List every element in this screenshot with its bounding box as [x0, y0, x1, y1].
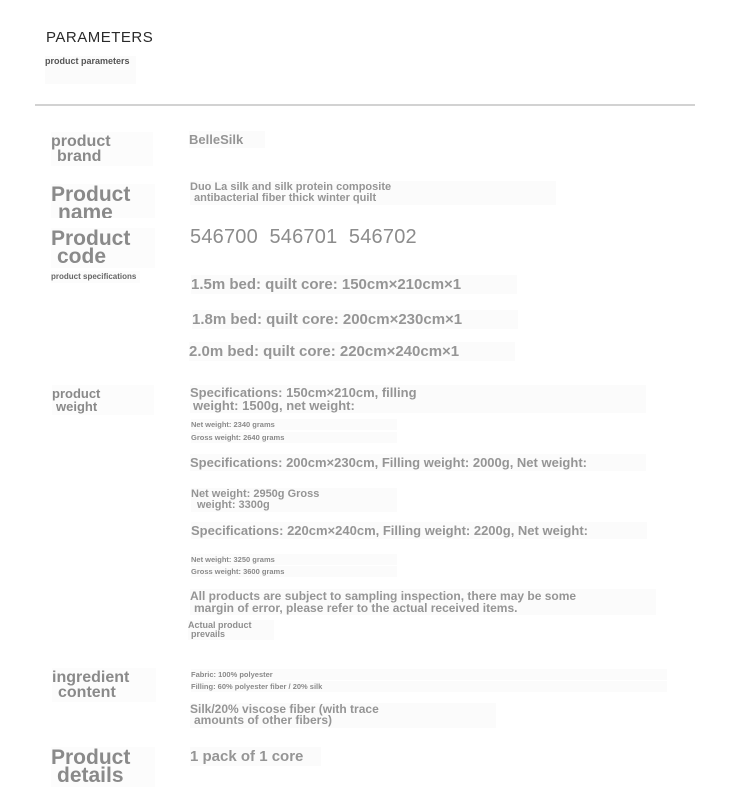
weight-prevails	[188, 620, 274, 640]
brand-value: BelleSilk	[189, 131, 265, 148]
name-label	[51, 184, 155, 218]
brand-label-line-2: brand	[57, 148, 102, 166]
brand-label	[51, 132, 153, 166]
code-label	[51, 228, 155, 268]
ingredient-label-line-2: content	[58, 684, 116, 702]
spec-item-1: 1.5m bed: quilt core: 150cm×210cm×1	[191, 275, 517, 294]
page-title: PARAMETERS	[46, 29, 154, 46]
name-value-line-2: antibacterial fiber thick winter quilt	[194, 192, 377, 204]
weight-note-line-2: margin of error, please refer to the actual received items.	[194, 601, 518, 615]
spec-item-2: 1.8m bed: quilt core: 200cm×230cm×1	[192, 310, 518, 329]
page-subtitle: product parameters	[45, 56, 136, 84]
weight-spec-1-line-2: weight: 1500g, net weight:	[193, 398, 355, 413]
details-label-line-2: details	[57, 763, 124, 787]
header-divider	[35, 104, 695, 106]
weight-spec-1-line-1: Specifications: 150cm×210cm, filling	[190, 385, 417, 400]
ingredient-label-line-1: ingredient	[52, 669, 130, 686]
weight-spec-3-net: Net weight: 3250 grams	[191, 554, 397, 565]
ingredient-filling: Filling: 60% polyester fiber / 20% silk	[191, 681, 667, 692]
weight-spec-2-net-line-1: Net weight: 2950g Gross	[191, 488, 320, 500]
ingredient-silk-line-2: amounts of other fibers)	[194, 713, 333, 728]
code-label-line-1: Product	[51, 227, 131, 250]
code-label-line-2: code	[57, 244, 107, 268]
weight-spec-2: Specifications: 200cm×230cm, Filling weight: 2000g, Net weight:	[190, 454, 646, 471]
details-label	[51, 747, 155, 787]
weight-note-line-1: All products are subject to sampling inspection, there may be some	[190, 589, 577, 603]
specs-label: product specifications	[51, 271, 140, 283]
spec-item-3: 2.0m bed: quilt core: 220cm×240cm×1	[189, 342, 515, 361]
weight-spec-3: Specifications: 220cm×240cm, Filling weight: 2200g, Net weight:	[191, 522, 647, 539]
weight-prevails-line-1: Actual product	[188, 620, 252, 630]
weight-label-line-2: weight	[56, 399, 98, 414]
weight-label-line-1: product	[52, 386, 101, 401]
name-label-line-2: name	[58, 200, 113, 218]
details-value: 1 pack of 1 core	[190, 747, 321, 766]
name-label-line-1: Product	[51, 184, 131, 206]
weight-spec-3-gross: Gross weight: 3600 grams	[191, 566, 397, 577]
details-label-line-1: Product	[51, 746, 131, 769]
ingredient-fabric: Fabric: 100% polyester	[191, 669, 667, 680]
brand-label-line-1: product	[51, 133, 111, 150]
weight-spec-1	[190, 385, 646, 413]
ingredient-silk	[190, 703, 496, 728]
ingredient-silk-line-1: Silk/20% viscose fiber (with trace	[190, 702, 379, 716]
weight-prevails-line-2: prevails	[191, 629, 226, 639]
weight-note	[190, 589, 656, 615]
weight-spec-2-net-line-2: weight: 3300g	[197, 499, 270, 511]
name-value-line-1: Duo La silk and silk protein composite	[190, 181, 392, 193]
weight-spec-1-gross: Gross weight: 2640 grams	[191, 432, 397, 443]
name-value	[190, 181, 556, 205]
weight-spec-1-net: Net weight: 2340 grams	[191, 419, 397, 430]
code-value: 546700 546701 546702	[190, 226, 417, 248]
ingredient-label	[52, 668, 156, 702]
weight-label	[52, 385, 154, 415]
weight-spec-2-net	[191, 488, 397, 512]
